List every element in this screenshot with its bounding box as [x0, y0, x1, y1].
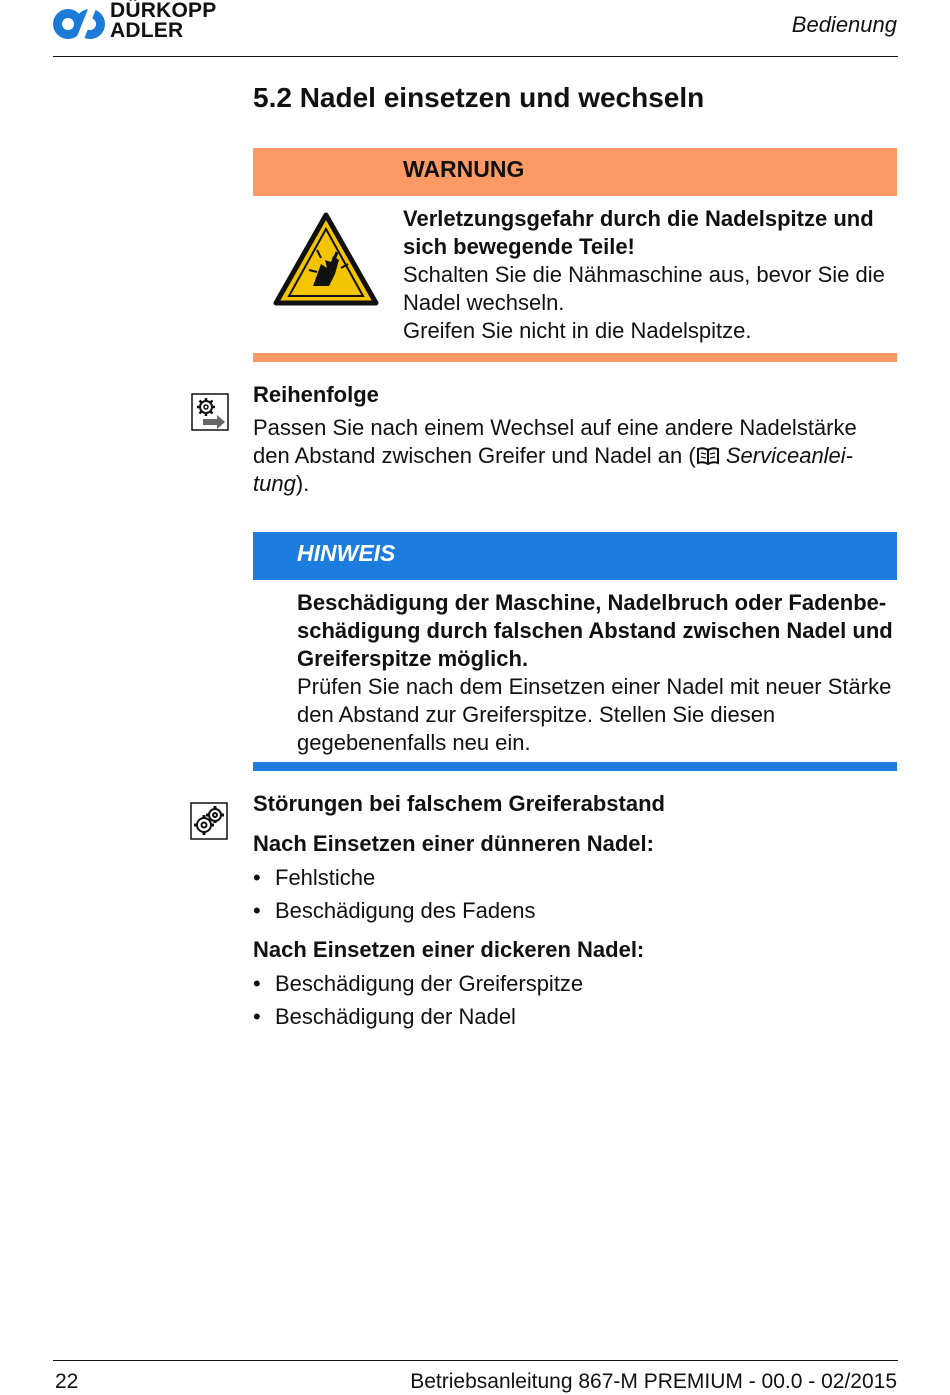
warning-line-2: Greifen Sie nicht in die Nadelspitze. — [403, 318, 752, 343]
order-text — [253, 414, 883, 498]
brand-line-1: DÜRKOPP — [110, 0, 217, 22]
page-number: 22 — [55, 1370, 79, 1393]
warning-label: WARNUNG — [403, 156, 525, 182]
warning-banner — [253, 148, 897, 196]
thick-needle-faults-list — [253, 967, 583, 1033]
hand-injury-warning-icon — [273, 212, 379, 306]
book-icon — [696, 447, 720, 465]
list-item-text: Beschädigung des Fadens — [275, 898, 536, 923]
hint-bottom-rule — [253, 762, 897, 771]
warning-headline: Verletzungsgefahr durch die Nadelspitze und sich bewegende Teile! — [403, 206, 874, 259]
bullet: • — [253, 898, 261, 923]
brand-name — [110, 1, 216, 41]
settings-arrow-icon — [191, 393, 229, 431]
list-item — [253, 1000, 583, 1033]
service-manual-reference[interactable]: Serviceanlei-tung — [253, 443, 854, 496]
list-item-text: Fehlstiche — [275, 865, 376, 890]
bullet: • — [253, 1004, 261, 1029]
warning-text — [403, 205, 903, 345]
brand-line-2: ADLER — [110, 19, 184, 42]
order-heading: Reihenfolge — [253, 382, 379, 407]
gear-fault-icon — [190, 802, 228, 840]
header-divider — [53, 56, 898, 57]
thin-needle-heading: Nach Einsetzen einer dünneren Nadel: — [253, 831, 654, 856]
header-section-name: Bedienung — [791, 12, 897, 37]
company-logo-icon — [52, 4, 106, 44]
warning-bottom-rule — [253, 353, 897, 362]
thick-needle-heading: Nach Einsetzen einer dickeren Nadel: — [253, 937, 645, 962]
faults-heading: Störungen bei falschem Greiferabstand — [253, 791, 665, 816]
footer-divider — [53, 1360, 898, 1361]
hint-label: HINWEIS — [297, 540, 396, 566]
page-title: 5.2 Nadel einsetzen und wechseln — [253, 82, 705, 113]
bullet: • — [253, 865, 261, 890]
order-text-before: Passen Sie nach einem Wechsel auf eine andere Nadelstärke den Abstand zwischen Greifer und Nadel an ( — [253, 415, 857, 468]
bullet: • — [253, 971, 261, 996]
list-item-text: Beschädigung der Greiferspitze — [275, 971, 584, 996]
hint-headline: Beschädigung der Maschine, Nadelbruch oder Fadenbe-schädigung durch falschen Abstand zwischen Nadel und Greiferspitze möglich. — [297, 590, 893, 671]
hint-text — [297, 589, 897, 757]
hint-body-text: Prüfen Sie nach dem Einsetzen einer Nadel mit neuer Stärke den Abstand zur Greiferspitze. Stellen Sie diesen gegebenenfalls neu ein. — [297, 674, 892, 755]
warning-line-1: Schalten Sie die Nähmaschine aus, bevor Sie die Nadel wechseln. — [403, 262, 885, 315]
list-item — [253, 894, 536, 927]
list-item — [253, 861, 536, 894]
list-item-text: Beschädigung der Nadel — [275, 1004, 516, 1029]
order-text-after: ). — [295, 471, 310, 496]
document-reference: Betriebsanleitung 867-M PREMIUM - 00.0 - 02/2015 — [410, 1370, 897, 1393]
list-item — [253, 967, 583, 1000]
thin-needle-faults-list — [253, 861, 536, 927]
